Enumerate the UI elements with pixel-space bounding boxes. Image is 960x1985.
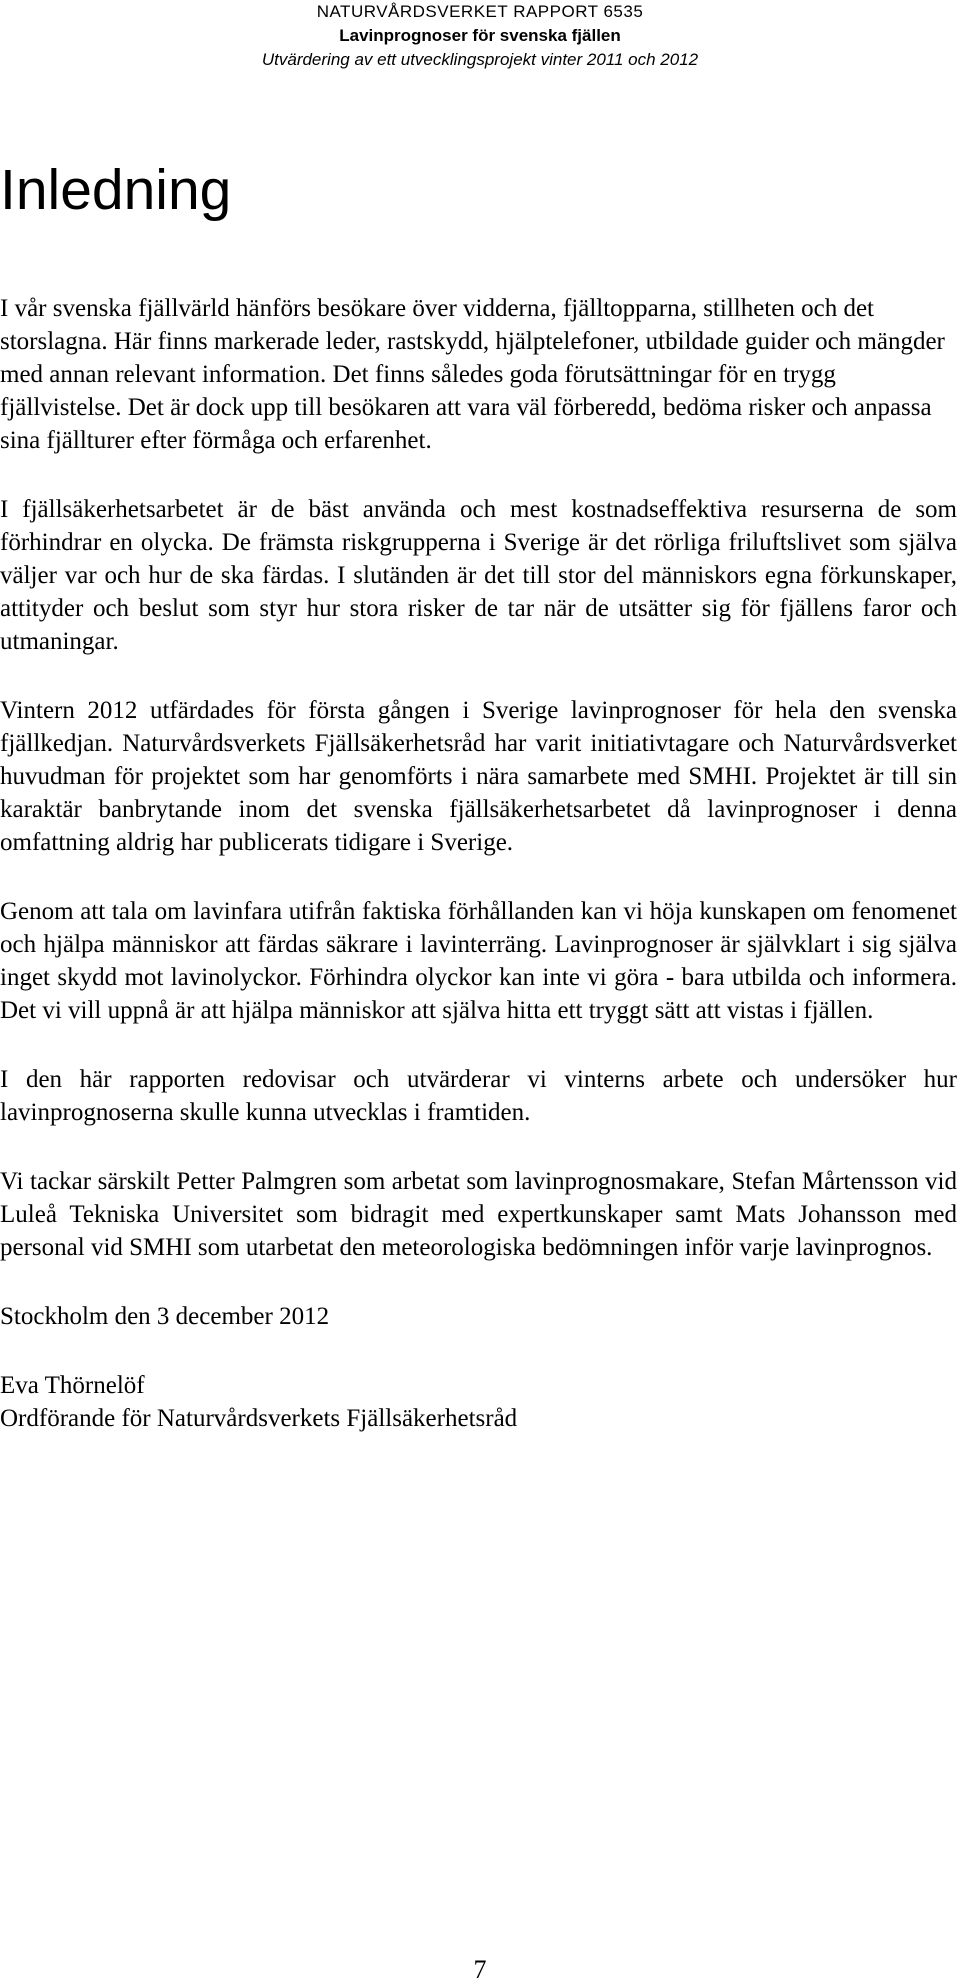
body-text <box>0 292 957 1435</box>
section-heading: Inledning <box>0 158 232 222</box>
place-date: Stockholm den 3 december 2012 <box>0 1303 330 1330</box>
paragraph-6: Vi tackar särskilt Petter Palmgren som arbetat som lavinprognosmakare, Stefan Mårtensson vid Luleå Tekniska Universitet som bidragit med expertkunskaper samt Mats Johansson med personal vid SMHI som utarbetat den meteorologiska bedömningen inför varje lavinprognos. <box>0 1168 957 1261</box>
paragraph-1: I vår svenska fjällvärld hänförs besökare över vidderna, fjälltopparna, stillheten och det storslagna. Här finns markerade leder, rastskydd, hjälptelefoner, utbildade guider och mängder med annan relevant information. Det finns således goda förutsättningar för en trygg fjällvistelse. Det är dock upp till besökaren att vara väl förberedd, bedöma risker och anpassa sina fjällturer efter förmåga och erfarenhet. <box>0 295 945 454</box>
report-title: Lavinprognoser för svenska fjällen <box>339 26 621 45</box>
signatory-name: Eva Thörnelöf <box>0 1372 145 1399</box>
page-number: 7 <box>473 1955 487 1984</box>
running-header <box>0 0 960 72</box>
report-subtitle: Utvärdering av ett utvecklingsprojekt vinter 2011 och 2012 <box>261 50 699 69</box>
signatory-role: Ordförande för Naturvårdsverkets Fjällsäkerhetsråd <box>0 1405 518 1432</box>
paragraph-2: I fjällsäkerhetsarbetet är de bäst använda och mest kostnadseffektiva resurserna de som förhindrar en olycka. De främsta riskgrupperna i Sverige är det rörliga friluftslivet som själva väljer var och hur de ska färdas. I slutänden är det till stor del människors egna förkunskaper, attityder och beslut som styr hur stora risker de tar när de utsätter sig för fjällens faror och utmaningar. <box>0 496 957 655</box>
paragraph-4: Genom att tala om lavinfara utifrån faktiska förhållanden kan vi höja kunskapen om fenomenet och hjälpa människor att färdas säkrare i lavinterräng. Lavinprognoser är självklart i sig själva inget skydd mot lavinolyckor. Förhindra olyckor kan inte vi göra - bara utbilda och informera. Det vi vill uppnå är att hjälpa människor att själva hitta ett tryggt sätt att vistas i fjällen. <box>0 898 957 1024</box>
report-series: NATURVÅRDSVERKET RAPPORT 6535 <box>316 2 644 21</box>
paragraph-3: Vintern 2012 utfärdades för första gången i Sverige lavinprognoser för hela den svenska fjällkedjan. Naturvårdsverkets Fjällsäkerhetsråd har varit initiativtagare och Naturvårdsverket huvudman för projektet som har genomförts i nära samarbete med SMHI. Projektet är till sin karaktär banbrytande inom det svenska fjällsäkerhetsarbetet då lavinprognoser i denna omfattning aldrig har publicerats tidigare i Sverige. <box>0 697 957 856</box>
paragraph-5: I den här rapporten redovisar och utvärderar vi vinterns arbete och undersöker hur lavinprognoserna skulle kunna utvecklas i framtiden. <box>0 1066 957 1126</box>
